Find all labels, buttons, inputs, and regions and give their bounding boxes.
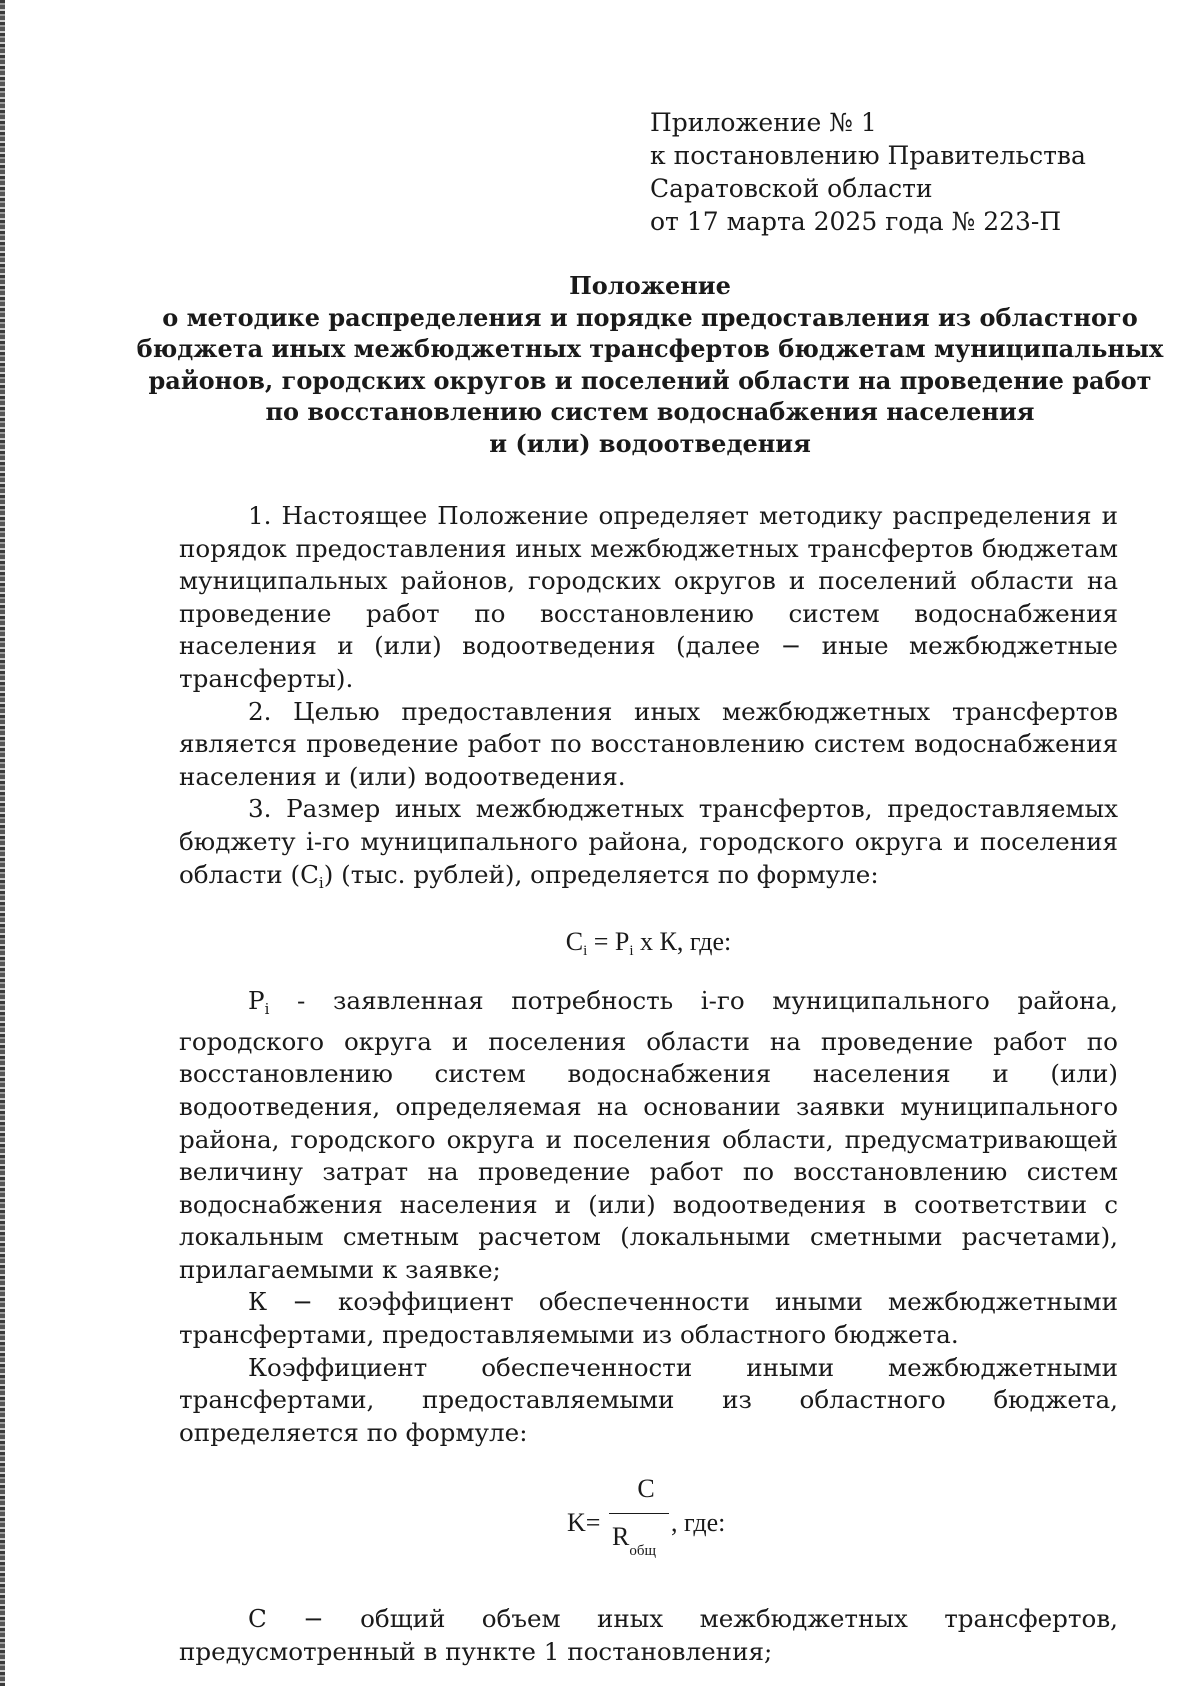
document-title bbox=[120, 270, 1180, 459]
formula-k bbox=[179, 1473, 1118, 1577]
header-line: от 17 марта 2025 года № 223-П bbox=[650, 207, 1062, 236]
formula-k-numerator: C bbox=[637, 1474, 655, 1504]
formula-k-fraction-bar bbox=[609, 1513, 669, 1514]
formula-k-denominator-r: R bbox=[612, 1522, 630, 1552]
formula-ci-p-sub: i bbox=[629, 943, 634, 960]
paragraph-3-tail: ) (тыс. рублей), определяется по формуле: bbox=[323, 859, 879, 889]
formula-ci bbox=[179, 920, 1118, 963]
document-body bbox=[179, 500, 1118, 1669]
formula-k-tail: , где: bbox=[671, 1508, 726, 1538]
title-line: бюджета иных межбюджетных трансфертов бюджетам муниципальных bbox=[136, 334, 1164, 363]
paragraph-3 bbox=[179, 793, 1118, 899]
paragraph-k-formula-intro: Коэффициент обеспеченности иными межбюджетными трансфертами, предоставляемыми из областного бюджета, определяется по формуле: bbox=[179, 1352, 1118, 1447]
header-line: к постановлению Правительства bbox=[650, 141, 1086, 170]
paragraph-3-subscript: i bbox=[318, 873, 324, 892]
pi-text: - заявленная потребность i-го муниципального района, городского округа и поселения области на проведение работ по восстановлению систем водоснабжения населения и (или) водоотведения, определяемая на основании заявки муниципального района, городского округа и поселения области, предусматривающей величину затрат на проведение работ по восстановлению систем водоснабжения населения и (или) водоотведения в соответствии с локальным сметным расчетом (локальными сметными расчетами), прилагаемыми к заявке; bbox=[179, 986, 1118, 1284]
formula-ci-c-sub: i bbox=[583, 943, 588, 960]
title-line: Положение bbox=[569, 271, 731, 300]
header-line: Саратовской области bbox=[650, 174, 933, 203]
pi-subscript: i bbox=[264, 1000, 270, 1019]
paragraph-pi-definition bbox=[179, 985, 1118, 1286]
title-line: районов, городских округов и поселений области на проведение работ bbox=[148, 365, 1152, 395]
formula-k-lhs: K= bbox=[567, 1508, 601, 1538]
formula-k-denominator-sub: общ bbox=[629, 1543, 657, 1560]
formula-k-denominator bbox=[612, 1521, 656, 1568]
appendix-header bbox=[650, 106, 1150, 238]
title-line: и (или) водоотведения bbox=[489, 428, 811, 458]
formula-ci-tail: x К, где: bbox=[633, 927, 732, 957]
paragraph-3-text: 3. Размер иных межбюджетных трансфертов, предоставляемых бюджету i-го муниципального района, городского округа и поселения области (C bbox=[179, 794, 1118, 889]
paragraph-k-definition: К − коэффициент обеспеченности иными межбюджетными трансфертами, предоставляемыми из областного бюджета. bbox=[179, 1287, 1118, 1350]
pi-symbol: P bbox=[248, 986, 265, 1016]
title-line: по восстановлению систем водоснабжения населения bbox=[265, 397, 1035, 426]
formula-ci-c: C bbox=[565, 927, 584, 957]
paragraph-1: 1. Настоящее Положение определяет методику распределения и порядок предоставления иных межбюджетных трансфертов бюджетам муниципальных районов, городских округов и поселений области на проведение работ по восстановлению систем водоснабжения населения и (или) водоотведения (далее − иные межбюджетные трансферты). bbox=[179, 501, 1118, 693]
title-line: о методике распределения и порядке предоставления из областного bbox=[162, 302, 1138, 332]
header-line: Приложение № 1 bbox=[650, 108, 877, 137]
scan-edge-artifact bbox=[0, 0, 5, 1686]
formula-ci-eq: = P bbox=[587, 927, 630, 957]
paragraph-c-definition: С − общий объем иных межбюджетных трансфертов, предусмотренный в пункте 1 постановления; bbox=[179, 1604, 1118, 1667]
paragraph-2: 2. Целью предоставления иных межбюджетных трансфертов является проведение работ по восстановлению систем водоснабжения населения и (или) водоотведения. bbox=[179, 696, 1118, 791]
